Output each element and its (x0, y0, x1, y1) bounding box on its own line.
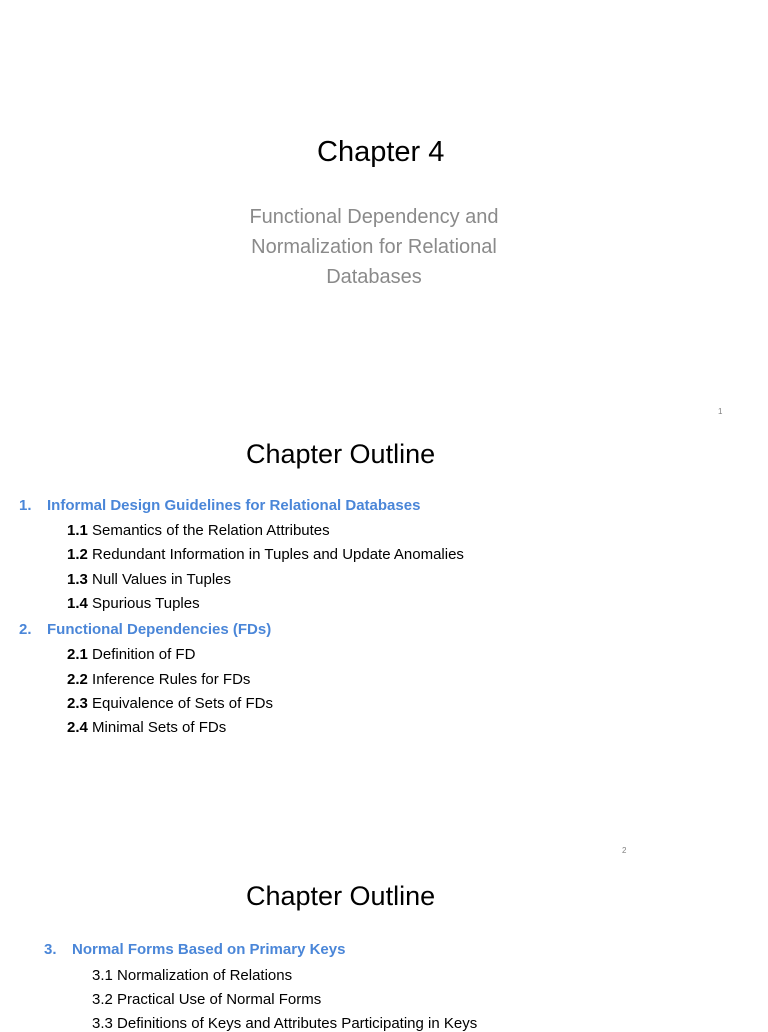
item-number: 2.3 (67, 695, 88, 712)
section-number: 2. (19, 621, 32, 638)
slide3-title: Chapter Outline (246, 881, 436, 911)
subtitle-line: Databases (326, 266, 422, 288)
item-text: Null Values in Tuples (87, 571, 231, 588)
subtitle-line: Normalization for Relational (251, 236, 497, 258)
outline-item-1-4 (67, 595, 200, 612)
item-number: 2.2 (67, 671, 88, 688)
item-text: Spurious Tuples (87, 595, 200, 612)
outline-item-3-2: 3.2 Practical Use of Normal Forms (92, 991, 322, 1008)
section-number: 3. (44, 941, 57, 958)
slide1-subtitle (214, 202, 534, 292)
section-heading-2 (19, 621, 271, 638)
section-number: 1. (19, 497, 32, 514)
item-number: 2.1 (67, 646, 88, 663)
outline-item-1-2 (67, 546, 464, 563)
item-number: 2.4 (67, 719, 88, 736)
item-text: Inference Rules for FDs (87, 671, 251, 688)
item-text: Semantics of the Relation Attributes (87, 522, 330, 539)
outline-item-2-1 (67, 646, 195, 663)
outline-item-1-1 (67, 522, 330, 539)
slide1-page-number: 1 (718, 407, 723, 416)
item-text: Redundant Information in Tuples and Update Anomalies (87, 546, 464, 563)
outline-item-2-4 (67, 719, 226, 736)
section-heading-3 (44, 941, 345, 958)
outline-item-2-2 (67, 671, 250, 688)
section-heading-1 (19, 497, 420, 514)
item-text: Equivalence of Sets of FDs (87, 695, 273, 712)
item-number: 1.3 (67, 571, 88, 588)
item-number: 1.2 (67, 546, 88, 563)
outline-item-1-3 (67, 571, 231, 588)
subtitle-line: Functional Dependency and (249, 206, 499, 228)
item-number: 1.4 (67, 595, 88, 612)
section-label: Normal Forms Based on Primary Keys (72, 941, 346, 958)
section-label: Informal Design Guidelines for Relational Databases (47, 497, 421, 514)
slide2-title: Chapter Outline (246, 439, 436, 469)
item-text: Definition of FD (87, 646, 196, 663)
slide2-page-number: 2 (622, 846, 627, 855)
slide1-title: Chapter 4 (317, 136, 445, 168)
outline-item-3-1: 3.1 Normalization of Relations (92, 967, 293, 984)
outline-item-2-3 (67, 695, 273, 712)
outline-item-3-3: 3.3 Definitions of Keys and Attributes Participating in Keys (92, 1015, 478, 1032)
section-label: Functional Dependencies (FDs) (47, 621, 272, 638)
item-text: Minimal Sets of FDs (87, 719, 227, 736)
item-number: 1.1 (67, 522, 88, 539)
